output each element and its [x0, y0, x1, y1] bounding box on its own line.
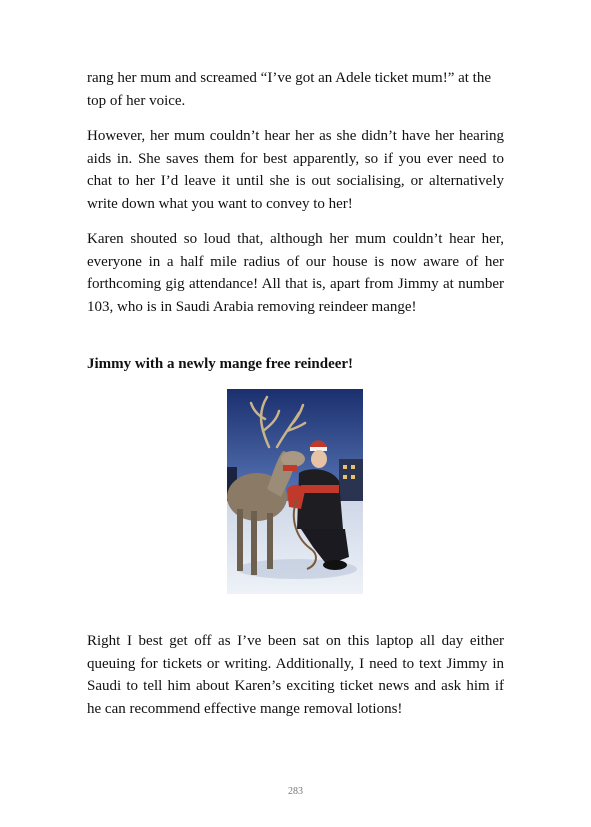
paragraph-1: rang her mum and screamed “I’ve got an Adele ticket mum!” at the top of her voice.	[87, 70, 492, 109]
paragraph-4: Right I best get off as I’ve been sat on this laptop all day either queuing for tickets or writing. Additionally, I need to text Jimmy in Saudi to tell him about Karen’s exciting ticket news and ask him if he can recommend effective mange removal lotions!	[87, 633, 504, 717]
paragraph-2: However, her mum couldn’t hear her as she didn’t have her hearing aids in. She saves them for best apparently, so if you ever need to chat to her I’d leave it until she is out socialising, or alternatively write down what you want to convey to her!	[87, 128, 504, 212]
reindeer-photo	[227, 389, 363, 594]
paragraph-3: Karen shouted so loud that, although her mum couldn’t hear her, everyone in a half mile radius of our house is now aware of her forthcoming gig attendance! All that is, apart from Jimmy at number 103, who is in Saudi Arabia removing reindeer mange!	[87, 231, 504, 315]
photo-caption: Jimmy with a newly mange free reindeer!	[87, 356, 354, 372]
page-number: 283	[288, 786, 303, 797]
